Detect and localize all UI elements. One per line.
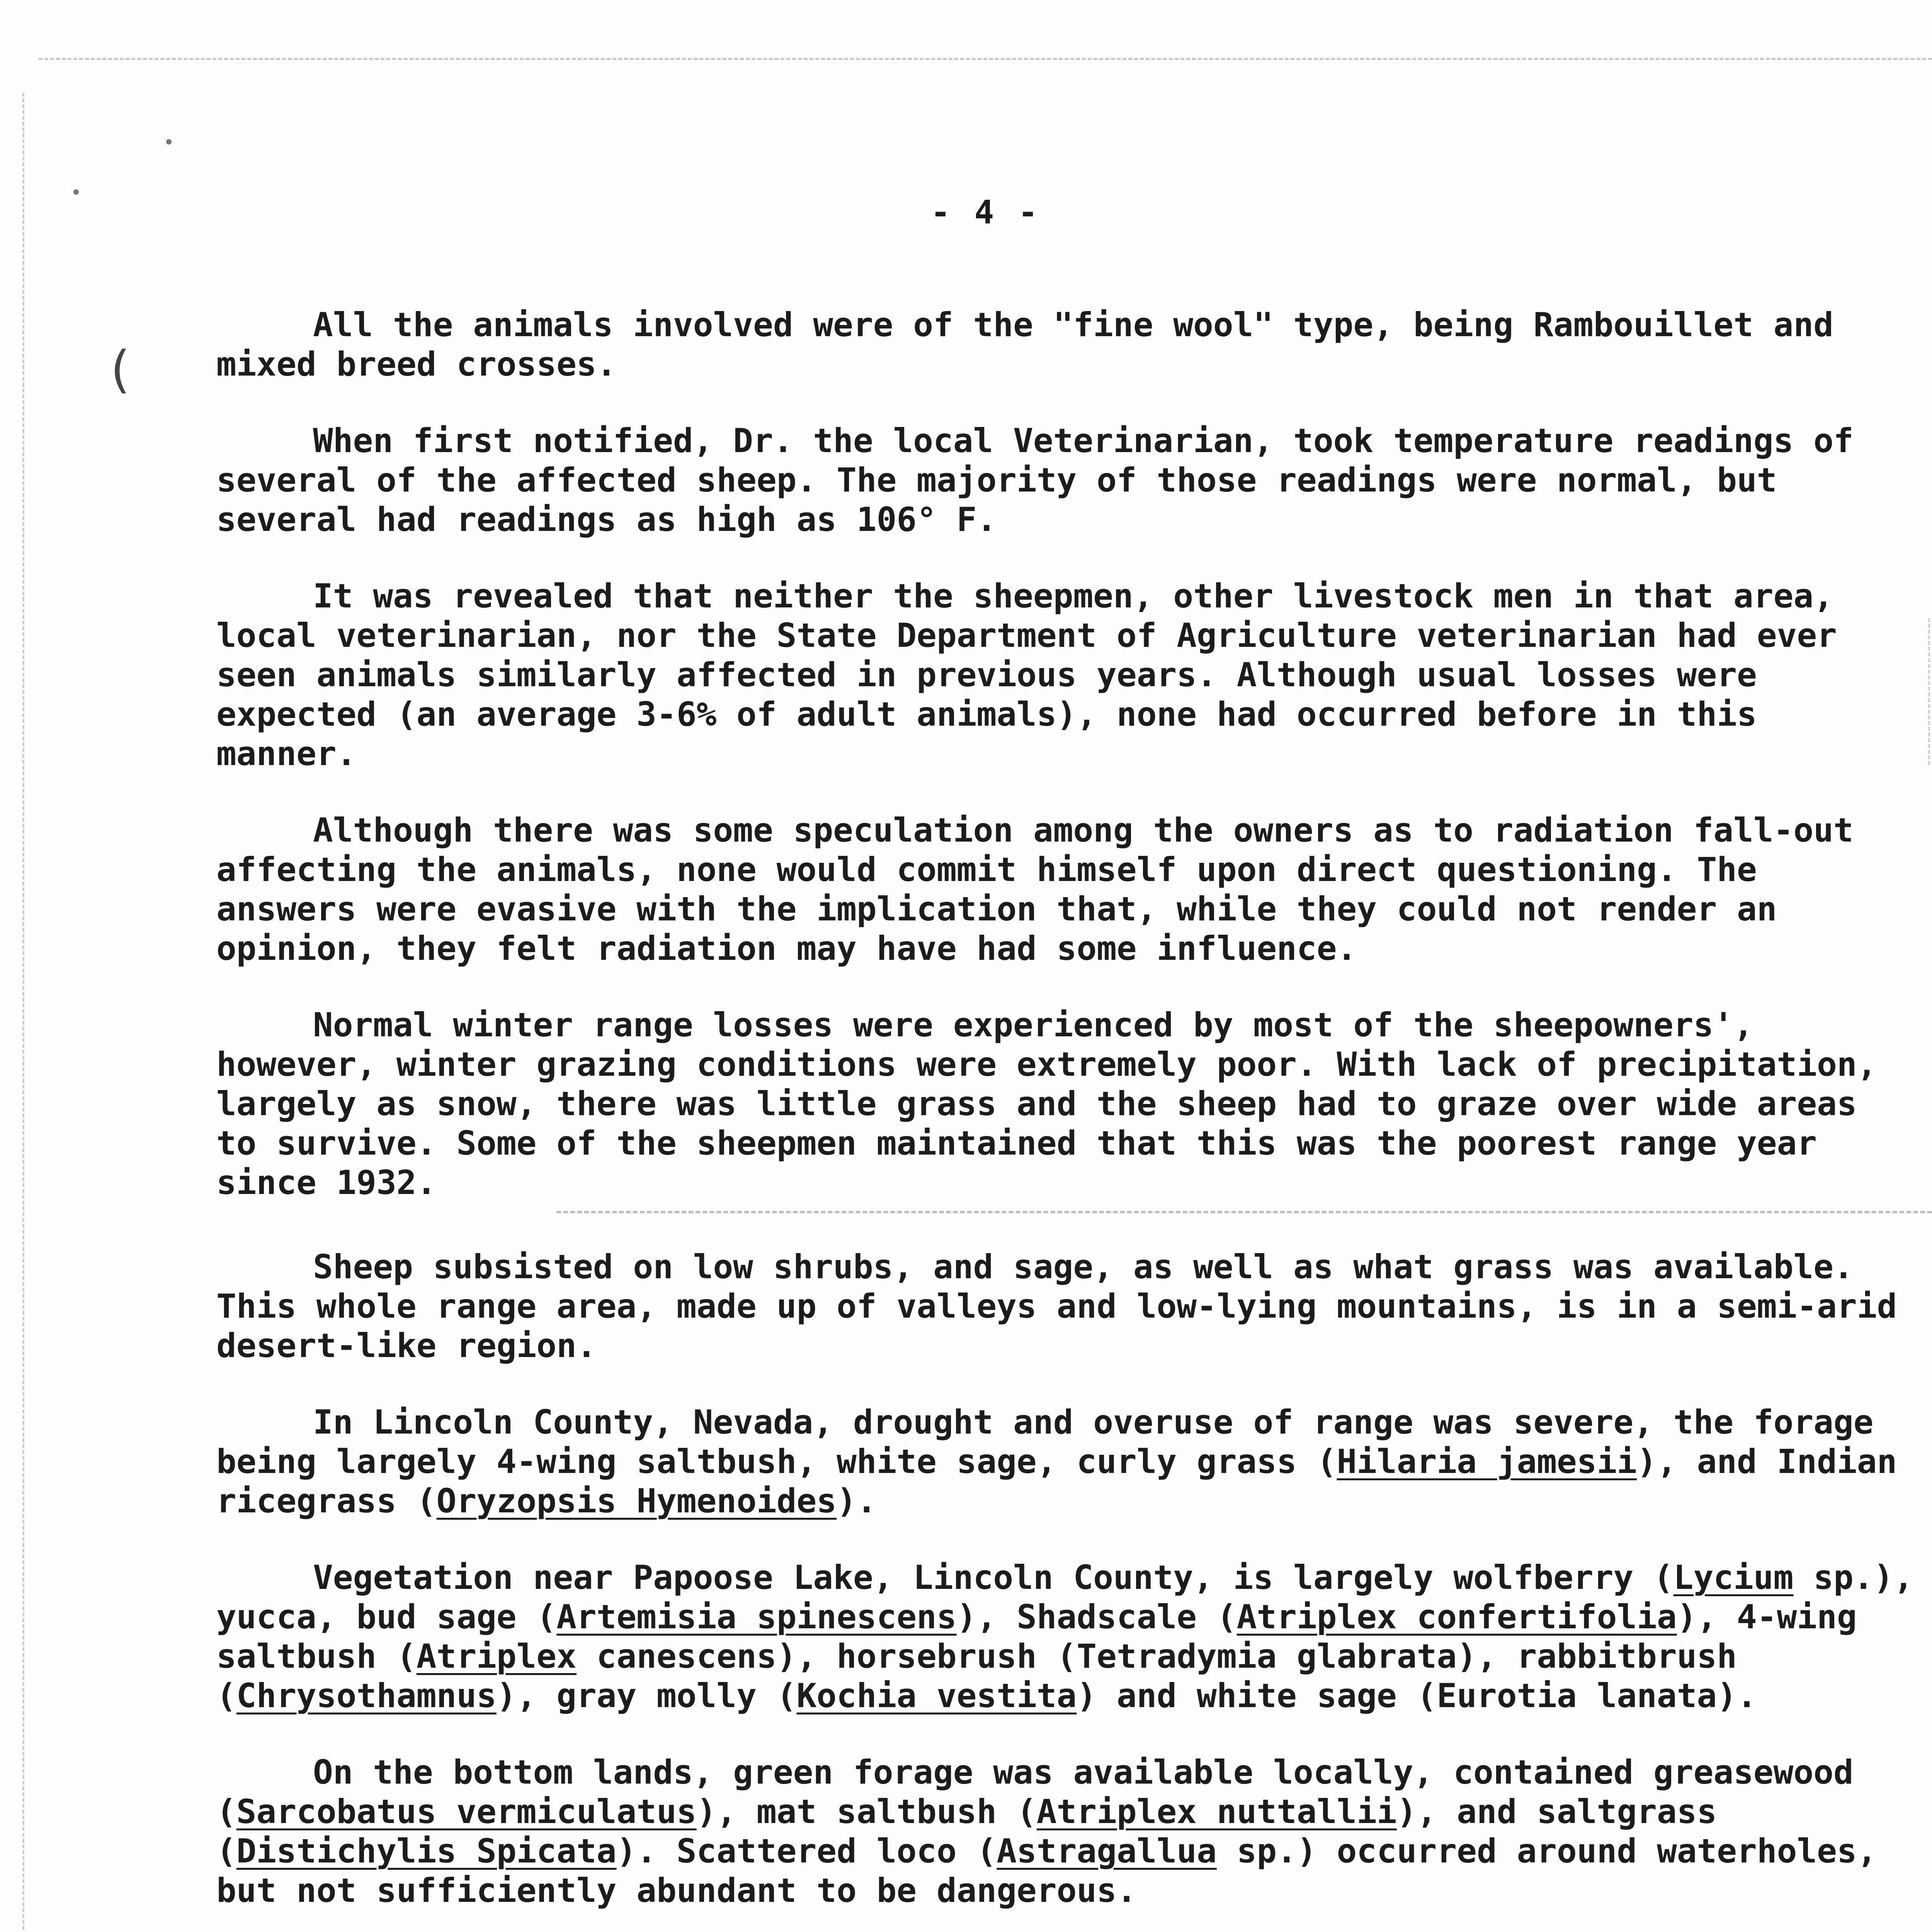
scientific-name: Artemisia spinescens xyxy=(556,1598,957,1636)
body-text xyxy=(216,305,1917,1932)
paragraph-sheep-subsisted: Sheep subsisted on low shrubs, and sage, as well as what grass was available. This whole range area, made up of valleys and low-lying mountains, is in a semi-arid desert-like region. xyxy=(216,1248,1897,1365)
text-run: In Lincoln County, Nevada, drought and overuse of range was severe, the forage being largely 4-wing saltbush, white sage, curly grass ( xyxy=(216,1403,1874,1481)
scan-artifact-right-edge xyxy=(1928,618,1930,765)
text-run: On the bottom lands, green forage was available locally, contained greasewood ( xyxy=(216,1753,1854,1831)
scientific-name: Chrysothamnus xyxy=(236,1677,497,1715)
scientific-name: Sarcobatus vermiculatus xyxy=(236,1793,697,1831)
text-run: ), 4-wing saltbush ( xyxy=(216,1598,1857,1676)
margin-mark: ( xyxy=(104,340,135,399)
scan-speck xyxy=(166,139,172,145)
paragraph-radiation-speculation: Although there was some speculation among the owners as to radiation fall-out affecting the animals, none would commit himself upon direct questioning. The answers were evasive with the implication that, while they could not render an opinion, they felt radiation may have had some influence. xyxy=(216,811,1854,968)
scientific-name: Oryzopsis Hymenoides xyxy=(436,1482,837,1520)
text-run: canescens), horsebrush (Tetradymia glabrata), rabbitbrush ( xyxy=(216,1637,1737,1715)
paragraph-winter-range: Normal winter range losses were experienced by most of the sheepowners', however, winter grazing conditions were extremely poor. With lack of precipitation, largely as snow, there was little grass and the sheep had to graze over wide areas to survive. Some of the sheepmen maintained that this was the poorest range year since 1932. xyxy=(216,1006,1877,1202)
scientific-name: Hilaria jamesii xyxy=(1337,1442,1637,1481)
paragraph-veterinarian: When first notified, Dr. the local Veterinarian, took temperature readings of several of the affected sheep. The majority of those readings were normal, but several had readings as high as 106° F. xyxy=(216,422,1854,539)
text-run: ), gray molly ( xyxy=(496,1677,797,1715)
text-run: Vegetation near Papoose Lake, Lincoln County, is largely wolfberry ( xyxy=(313,1558,1673,1597)
text-run: ), and Indian ricegrass ( xyxy=(216,1442,1897,1520)
scan-speck xyxy=(73,189,79,195)
text-run: ) and white sage (Eurotia lanata). xyxy=(1077,1677,1757,1715)
text-run: ), Shadscale ( xyxy=(956,1598,1237,1636)
scan-artifact-left-margin xyxy=(22,93,24,1932)
text-run: ), mat saltbush ( xyxy=(696,1793,1037,1831)
paragraph-papoose-lake xyxy=(216,1558,1917,1716)
paragraph-fine-wool: All the animals involved were of the "fine wool" type, being Rambouillet and mixed breed crosses. xyxy=(216,306,1834,384)
scientific-name: Lycium xyxy=(1673,1558,1794,1597)
scientific-name: Atriplex nuttallii xyxy=(1036,1793,1397,1831)
text-run: ). xyxy=(837,1482,877,1520)
paragraph-previous-years: It was revealed that neither the sheepmen, other livestock men in that area, local veterinarian, nor the State Department of Agriculture veterinarian had ever seen animals similarly affected in previous years. Although usual losses were expected (an average 3-6% of adult animals), none had occurred before in this manner. xyxy=(216,577,1837,773)
scientific-name: Kochia vestita xyxy=(796,1677,1077,1715)
paragraph-bottom-lands xyxy=(216,1753,1917,1910)
scientific-name: Atriplex xyxy=(416,1637,577,1676)
scientific-name: Astragallua xyxy=(997,1832,1217,1871)
text-run: sp.), yucca, bud sage ( xyxy=(216,1558,1914,1636)
text-run: ). Scattered loco ( xyxy=(616,1832,997,1871)
scientific-name: Atriplex confertifolia xyxy=(1236,1598,1677,1636)
page-number: - 4 - xyxy=(930,193,1040,231)
scientific-name: Distichylis Spicata xyxy=(236,1832,617,1871)
scan-fold-line xyxy=(556,1211,1932,1213)
scan-artifact-top xyxy=(39,58,1932,60)
text-run: ), and saltgrass ( xyxy=(216,1793,1717,1871)
text-run: sp.) occurred around waterholes, but not sufficiently abundant to be dangerous. xyxy=(216,1832,1877,1910)
paragraph-lincoln-county xyxy=(216,1403,1917,1521)
